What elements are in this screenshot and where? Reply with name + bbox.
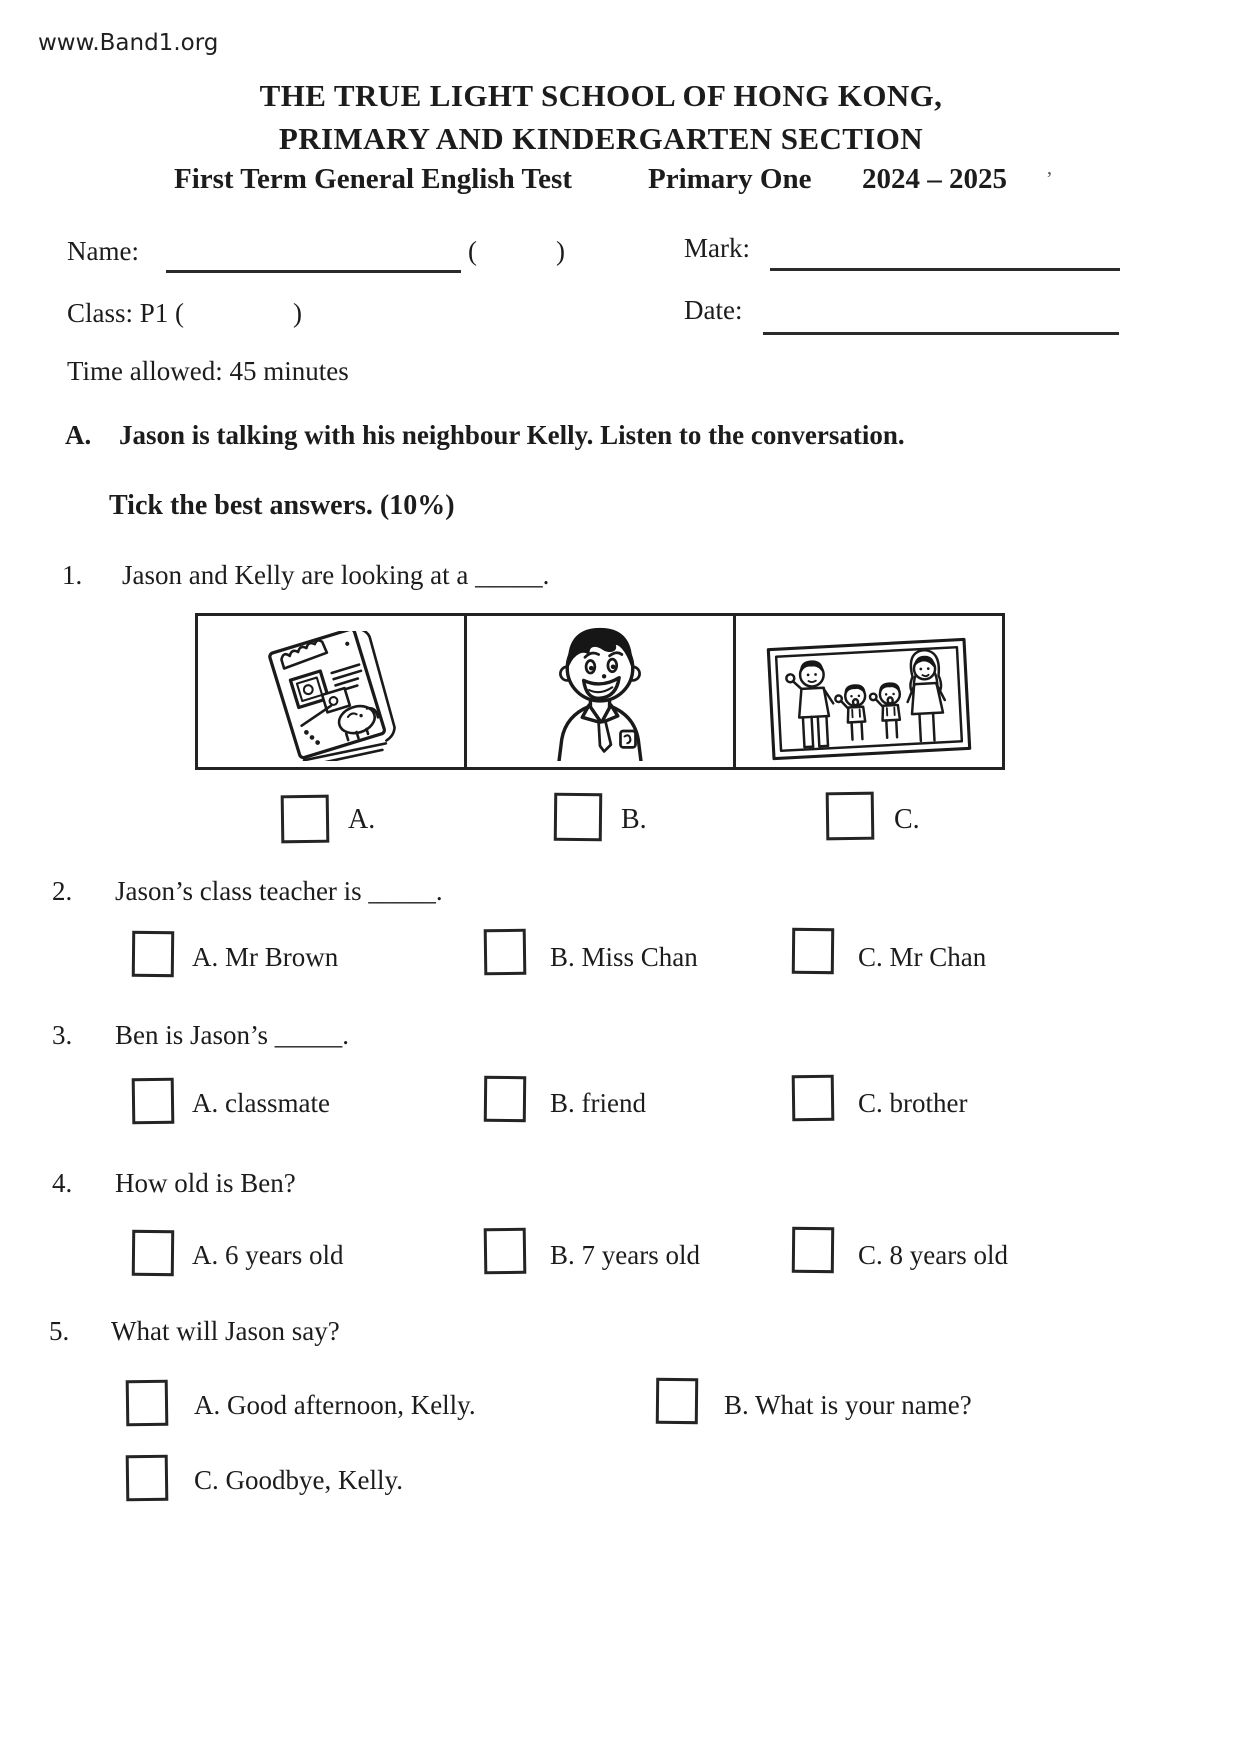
name-blank[interactable] [166,268,461,273]
q3-text: Ben is Jason’s _____. [115,1020,350,1050]
q1-option-b-checkbox[interactable] [554,793,603,842]
q1-text: Jason and Kelly are looking at a _____. [122,560,550,590]
q1-option-c-checkbox[interactable] [826,792,875,841]
q2-option-a-checkbox[interactable] [132,931,174,977]
q3-number: 3. [52,1020,73,1050]
watermark: www.Band1.org [38,30,219,56]
q1-option-a-label: A. [348,804,376,835]
q3-option-a-checkbox[interactable] [132,1078,175,1125]
boy-image [548,619,652,761]
q1-picture-cell-c [736,616,1002,767]
q1-picture-table [195,613,1005,770]
mark-label: Mark: [684,233,750,263]
q2-number: 2. [52,876,73,906]
q2-text: Jason’s class teacher is _____. [115,876,443,906]
class-number-paren-open: ( [468,236,477,266]
date-blank[interactable] [763,330,1119,335]
q5-option-c-checkbox[interactable] [126,1455,169,1502]
q1-picture-cell-b [467,616,736,767]
q3-option-a-label: A. classmate [192,1088,330,1118]
test-title: First Term General English Test [174,163,572,195]
q1-picture-cell-a [198,616,467,767]
q2-option-a-label: A. Mr Brown [192,942,339,972]
q4-option-a-checkbox[interactable] [132,1230,174,1276]
date-label: Date: [684,295,743,325]
q5-option-b-label: B. What is your name? [724,1390,972,1420]
q5-number: 5. [49,1316,70,1346]
q4-number: 4. [52,1168,73,1198]
q3-option-b-checkbox[interactable] [484,1076,526,1122]
class-number-paren-close: ) [556,236,565,266]
q4-option-b-checkbox[interactable] [484,1228,527,1275]
q5-option-a-checkbox[interactable] [126,1380,169,1427]
school-name-line1: THE TRUE LIGHT SCHOOL OF HONG KONG, [259,78,943,113]
q4-option-c-label: C. 8 years old [858,1240,1008,1270]
mark-blank[interactable] [770,266,1120,271]
scan-artifact: ’ [1046,168,1053,190]
section-a-sub-instruction: Tick the best answers. (10%) [109,490,455,521]
grade-level: Primary One [648,163,812,195]
school-name-line2: PRIMARY AND KINDERGARTEN SECTION [278,121,924,156]
q3-option-c-checkbox[interactable] [792,1075,835,1122]
storybook-image [231,631,431,761]
q1-option-b-label: B. [621,804,647,835]
q4-text: How old is Ben? [115,1168,296,1198]
class-label: Class: P1 ( [67,298,185,328]
name-label: Name: [67,236,139,266]
q3-option-b-label: B. friend [550,1088,646,1118]
q1-number: 1. [62,560,83,590]
section-a-label: A. [65,420,92,450]
family-photo-image [763,637,975,761]
q2-option-c-checkbox[interactable] [792,928,834,974]
time-allowed: Time allowed: 45 minutes [67,356,349,386]
q2-option-c-label: C. Mr Chan [858,942,987,972]
q2-option-b-checkbox[interactable] [484,929,527,976]
q4-option-a-label: A. 6 years old [192,1240,344,1270]
q1-option-a-checkbox[interactable] [281,795,330,844]
q3-option-c-label: C. brother [858,1088,968,1118]
q5-option-c-label: C. Goodbye, Kelly. [194,1465,403,1495]
q4-option-c-checkbox[interactable] [792,1227,834,1273]
class-paren-close: ) [293,298,302,328]
q5-text: What will Jason say? [111,1316,340,1346]
q2-option-b-label: B. Miss Chan [550,942,698,972]
section-a-instruction: Jason is talking with his neighbour Kelly. Listen to the conversation. [119,420,905,450]
q4-option-b-label: B. 7 years old [550,1240,700,1270]
school-year: 2024 – 2025 [862,163,1007,195]
q1-option-c-label: C. [894,804,920,835]
q5-option-a-label: A. Good afternoon, Kelly. [194,1390,476,1420]
q5-option-b-checkbox[interactable] [656,1378,698,1424]
